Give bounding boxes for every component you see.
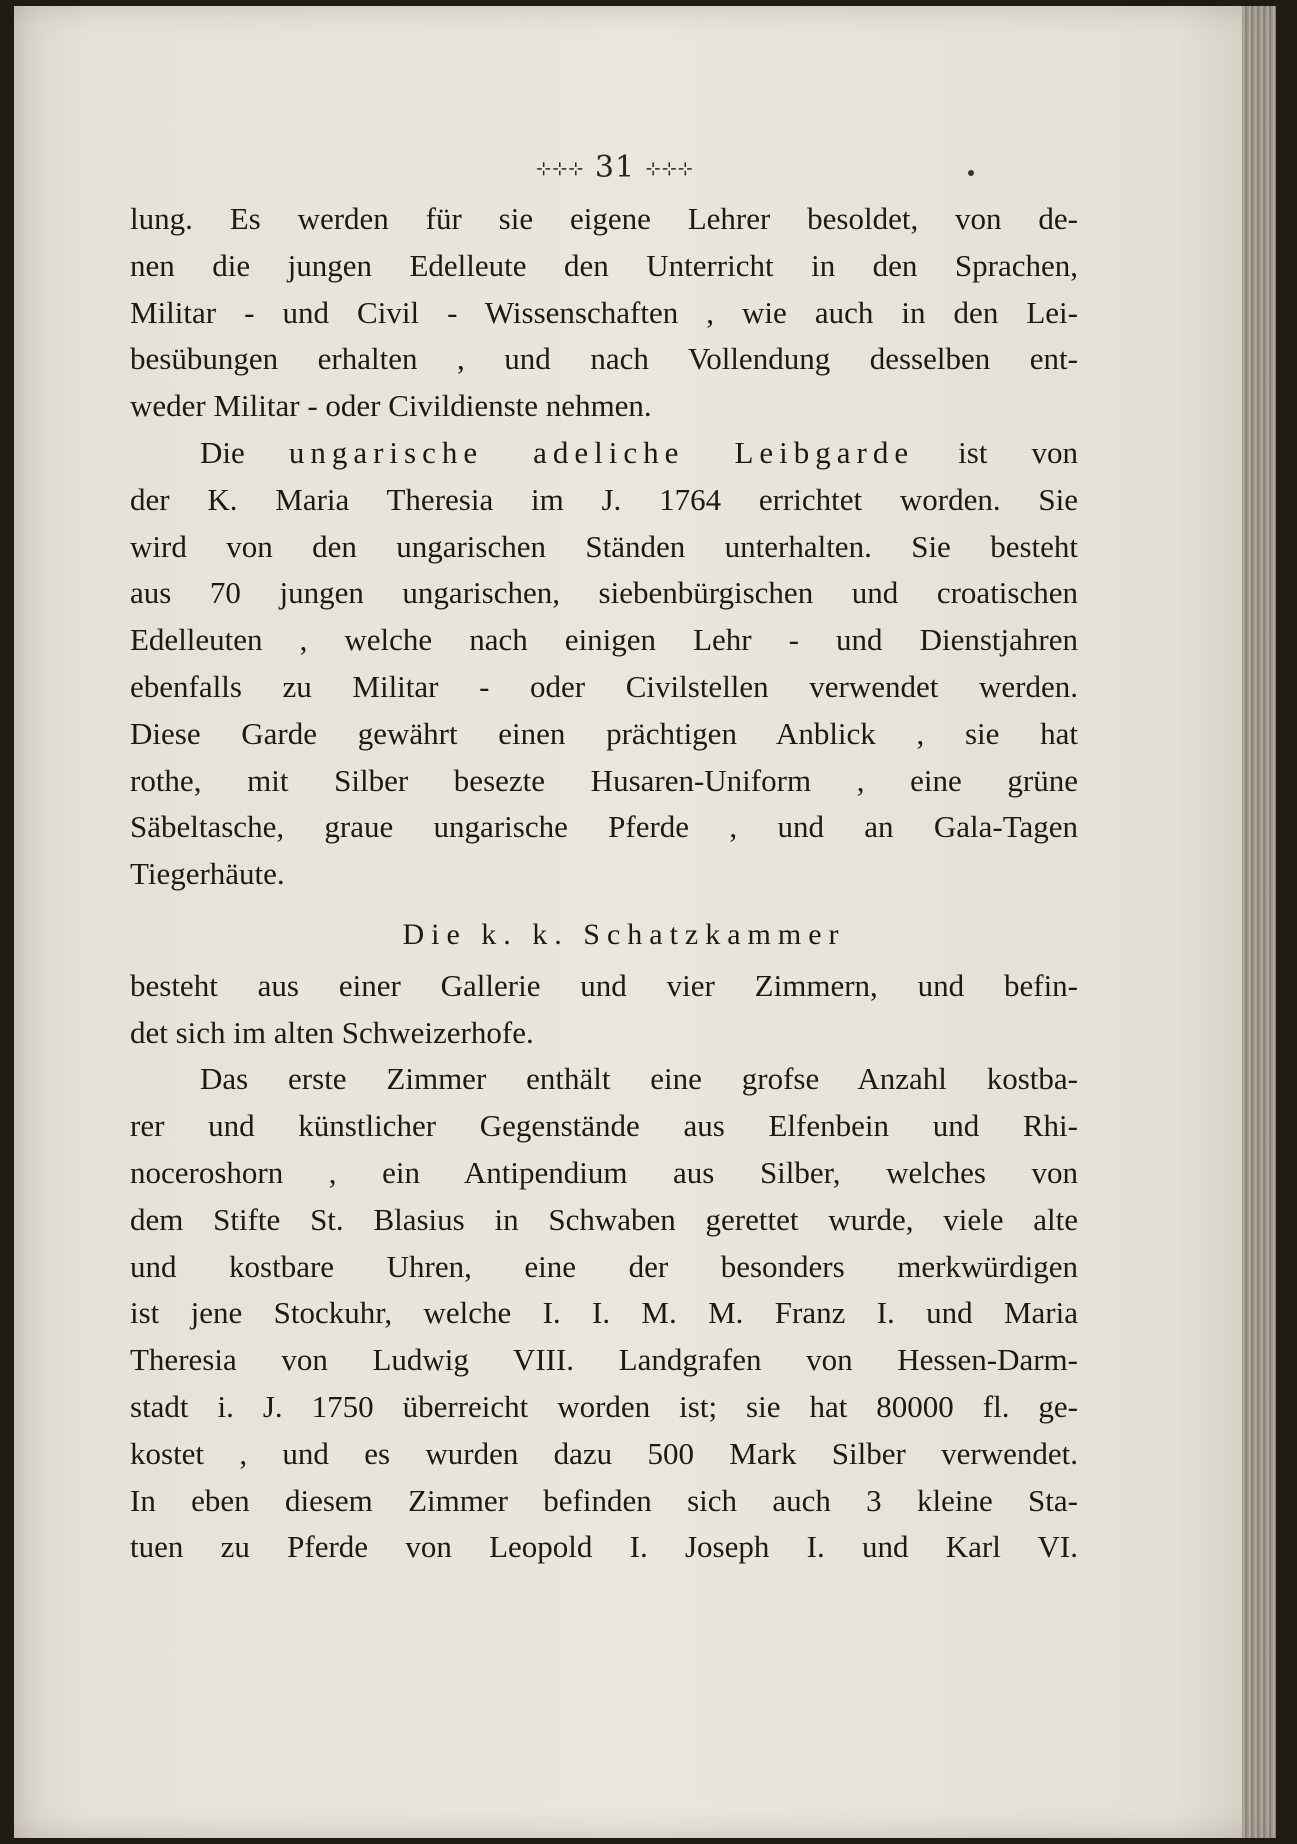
- text-line: kostet , und es wurden dazu 500 Mark Silber verwendet.: [130, 1435, 1078, 1471]
- paragraph-3: [130, 963, 1078, 1057]
- paragraph-4: [130, 1056, 1078, 1571]
- ink-speck: [968, 170, 974, 176]
- text-line: ebenfalls zu Militar - oder Civilstellen verwendet werden.: [130, 668, 1078, 704]
- text-line: ist jene Stockuhr, welche I. I. M. M. Franz I. und Maria: [130, 1295, 1078, 1331]
- ornament-left: ⊹⊹⊹: [536, 158, 585, 180]
- page-header: [500, 150, 730, 185]
- text-line: tuen zu Pferde von Leopold I. Joseph I. und Karl VI.: [130, 1529, 1078, 1565]
- text-line: [130, 430, 1078, 477]
- text-line: wird von den ungarischen Ständen unterhalten. Sie besteht: [130, 528, 1078, 564]
- text-line: dem Stifte St. Blasius in Schwaben gerettet wurde, viele alte: [130, 1201, 1078, 1237]
- page-number: 31: [594, 150, 636, 185]
- ornament-right: ⊹⊹⊹: [645, 158, 694, 180]
- text-line: Säbeltasche, graue ungarische Pferde , und an Gala-Tagen: [130, 809, 1078, 845]
- text-line: Theresia von Ludwig VIII. Landgrafen von Hessen-Darm-: [130, 1342, 1078, 1378]
- text-line: lung. Es werden für sie eigene Lehrer besoldet, von de-: [130, 201, 1078, 236]
- text-line: rer und künstlicher Gegenstände aus Elfenbein und Rhi-: [130, 1108, 1078, 1144]
- paragraph-2: [130, 430, 1078, 898]
- body-text: [130, 196, 1078, 1571]
- text-line: Diese Garde gewährt einen prächtigen Anblick , sie hat: [130, 715, 1078, 751]
- lead-rest: ist von: [958, 434, 1078, 470]
- text-line: noceroshorn , ein Antipendium aus Silber, welches von: [130, 1154, 1078, 1190]
- text-line: weder Militar - oder Civildienste nehmen.: [130, 388, 652, 424]
- section-heading: Die k. k. Schatzkammer: [402, 917, 846, 951]
- text-line: Edelleuten , welche nach einigen Lehr - und Dienstjahren: [130, 622, 1078, 658]
- paragraph-1: [130, 196, 1078, 430]
- text-line: besteht aus einer Gallerie und vier Zimmern, und befin-: [130, 967, 1078, 1003]
- lead-word: Die: [200, 434, 245, 470]
- text-line: aus 70 jungen ungarischen, siebenbürgischen und croatischen: [130, 575, 1078, 611]
- text-line: rothe, mit Silber besezte Husaren-Uniform , eine grüne: [130, 762, 1078, 798]
- text-line: nen die jungen Edelleute den Unterricht in den Sprachen,: [130, 247, 1078, 283]
- text-line: und kostbare Uhren, eine der besonders merkwürdigen: [130, 1248, 1078, 1284]
- page-edges: [1242, 6, 1276, 1838]
- text-line: besübungen erhalten , und nach Vollendung desselben ent-: [130, 341, 1078, 377]
- text-line: Das erste Zimmer enthält eine grofse Anzahl kostba-: [200, 1061, 1078, 1097]
- text-line: In eben diesem Zimmer befinden sich auch 3 kleine Sta-: [130, 1482, 1078, 1518]
- text-line: stadt i. J. 1750 überreicht worden ist; sie hat 80000 fl. ge-: [130, 1388, 1078, 1424]
- spaced-term: ungarische adeliche Leibgarde: [288, 434, 915, 470]
- text-line: det sich im alten Schweizerhofe.: [130, 1014, 534, 1050]
- text-line: Tiegerhäute.: [130, 856, 285, 892]
- text-line: Militar - und Civil - Wissenschaften , wie auch in den Lei-: [130, 294, 1078, 330]
- text-line: der K. Maria Theresia im J. 1764 errichtet worden. Sie: [130, 481, 1078, 517]
